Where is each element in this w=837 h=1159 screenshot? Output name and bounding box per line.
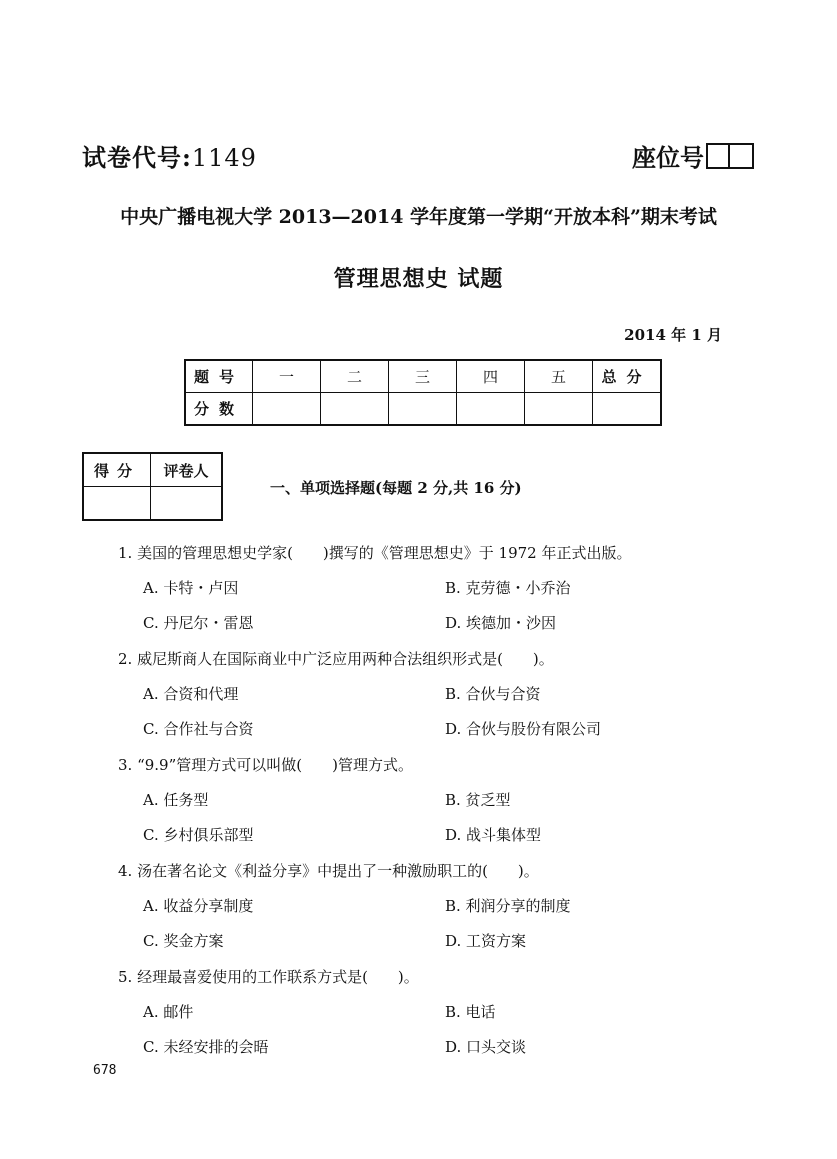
- option-2c: C. 合作社与合资: [143, 720, 254, 738]
- option-4d: D. 工资方案: [445, 932, 527, 950]
- option-1d: D. 埃德加・沙因: [445, 614, 557, 632]
- option-2b: B. 合伙与合资: [445, 685, 541, 703]
- score-cell-total[interactable]: [593, 393, 662, 426]
- exam-date: 2014 年 1 月: [624, 326, 722, 344]
- grader-table: [82, 452, 223, 521]
- subject-title: 管理思想史 试题: [333, 266, 504, 292]
- score-row-label: 分数: [185, 393, 253, 426]
- score-table-col-3: 三: [389, 360, 457, 393]
- option-2a: A. 合资和代理: [143, 685, 239, 703]
- option-5b: B. 电话: [445, 1003, 496, 1021]
- score-cell[interactable]: [253, 393, 321, 426]
- seat-box[interactable]: [730, 143, 754, 169]
- seat-box[interactable]: [706, 143, 730, 169]
- seat-number-boxes: [706, 143, 754, 169]
- option-4b: B. 利润分享的制度: [445, 897, 571, 915]
- score-cell[interactable]: [389, 393, 457, 426]
- question-2: 2. 威尼斯商人在国际商业中广泛应用两种合法组织形式是( )。: [118, 650, 554, 668]
- option-4a: A. 收益分享制度: [143, 897, 254, 915]
- page-number: 678: [93, 1063, 117, 1078]
- option-3a: A. 任务型: [143, 791, 209, 809]
- grader-name-label: 评卷人: [151, 453, 223, 487]
- score-table: [184, 359, 662, 426]
- option-3b: B. 贫乏型: [445, 791, 511, 809]
- option-5a: A. 邮件: [143, 1003, 194, 1021]
- score-table-header-row: [185, 360, 661, 393]
- score-table-col-2: 二: [321, 360, 389, 393]
- score-table-label: 题号: [185, 360, 253, 393]
- exam-title: 中央广播电视大学 2013—2014 学年度第一学期“开放本科”期末考试: [120, 206, 717, 228]
- option-4c: C. 奖金方案: [143, 932, 224, 950]
- section-heading: 一、单项选择题(每题 2 分,共 16 分): [270, 479, 522, 497]
- paper-code: [82, 138, 257, 173]
- option-1b: B. 克劳德・小乔治: [445, 579, 571, 597]
- option-1a: A. 卡特・卢因: [143, 579, 239, 597]
- question-5: 5. 经理最喜爱使用的工作联系方式是( )。: [118, 968, 419, 986]
- question-3: 3. “9.9”管理方式可以叫做( )管理方式。: [118, 756, 413, 774]
- option-5c: C. 未经安排的会晤: [143, 1038, 269, 1056]
- score-table-score-row: [185, 393, 661, 426]
- option-3d: D. 战斗集体型: [445, 826, 542, 844]
- score-cell[interactable]: [321, 393, 389, 426]
- score-table-col-1: 一: [253, 360, 321, 393]
- seat-label: 座位号: [632, 143, 704, 172]
- grader-score-cell[interactable]: [83, 487, 151, 521]
- question-1: 1. 美国的管理思想史学家( )撰写的《管理思想史》于 1972 年正式出版。: [118, 544, 632, 562]
- option-2d: D. 合伙与股份有限公司: [445, 720, 602, 738]
- score-table-col-5: 五: [525, 360, 593, 393]
- score-cell[interactable]: [525, 393, 593, 426]
- paper-code-value: 1149: [191, 144, 257, 172]
- paper-code-label: 试卷代号:: [82, 143, 192, 172]
- seat-number: [632, 138, 754, 173]
- grader-score-label: 得分: [83, 453, 151, 487]
- score-table-col-4: 四: [457, 360, 525, 393]
- option-3c: C. 乡村俱乐部型: [143, 826, 254, 844]
- score-cell[interactable]: [457, 393, 525, 426]
- option-5d: D. 口头交谈: [445, 1038, 527, 1056]
- option-1c: C. 丹尼尔・雷恩: [143, 614, 254, 632]
- grader-name-cell[interactable]: [151, 487, 223, 521]
- question-4: 4. 汤在著名论文《利益分享》中提出了一种激励职工的( )。: [118, 862, 539, 880]
- score-table-col-total: 总分: [593, 360, 662, 393]
